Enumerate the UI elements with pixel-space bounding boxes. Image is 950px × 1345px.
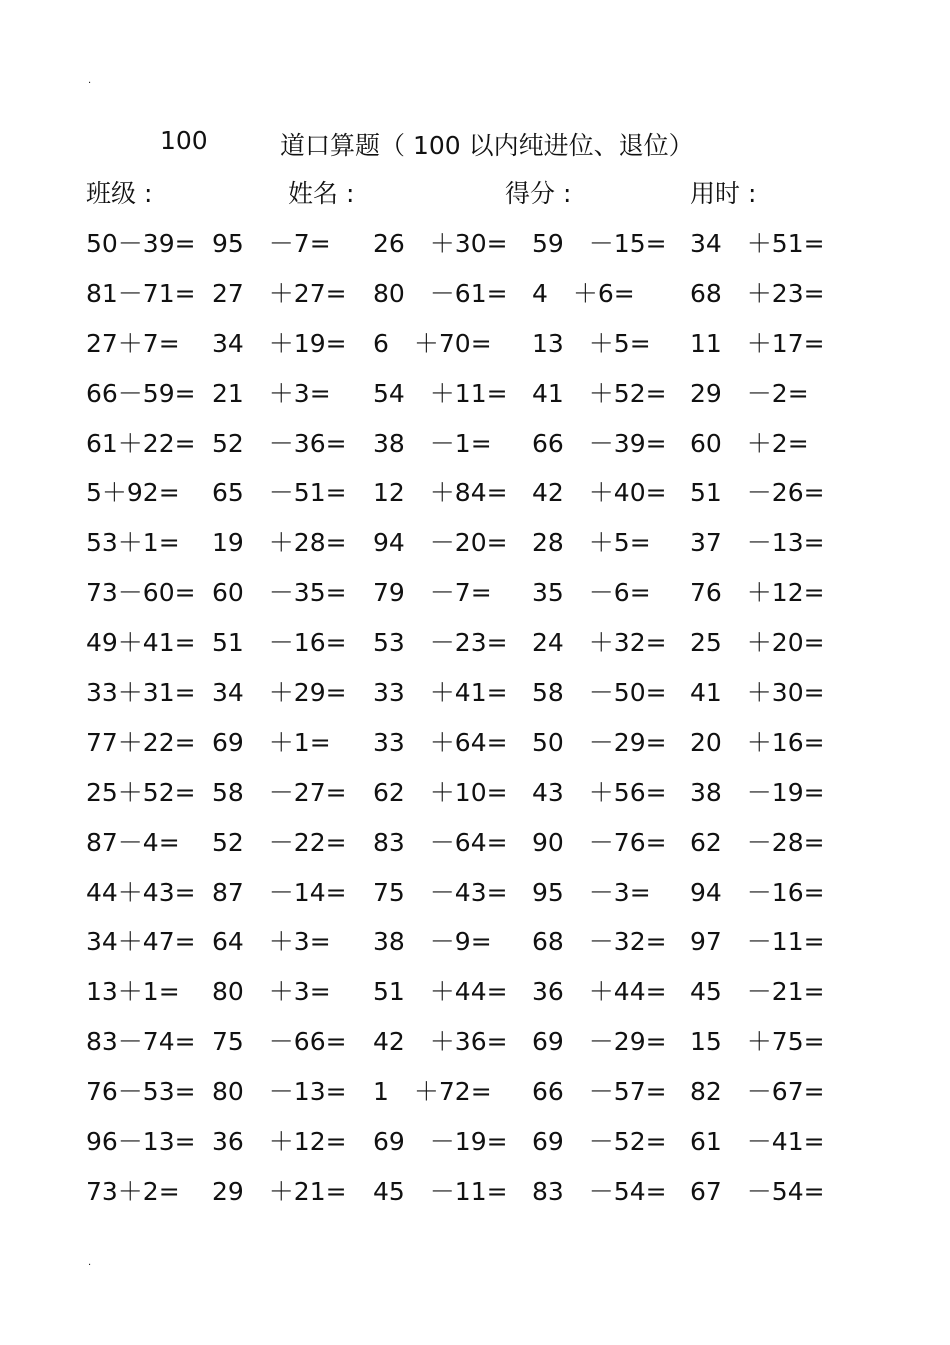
problem-cell: 68 －32= xyxy=(532,927,667,957)
problem-cell: 59 －15= xyxy=(532,229,667,258)
problem-cell: 43 ＋56= xyxy=(532,777,667,807)
problem-cell: 54 ＋11= xyxy=(373,378,508,408)
time-label: 用时 : xyxy=(690,179,757,208)
problem-cell: 29 ＋21= xyxy=(212,1176,347,1206)
problem-cell: 49＋41= xyxy=(86,628,196,658)
problem-cell: 66－59= xyxy=(86,378,196,408)
problem-cell: 68 ＋23= xyxy=(690,278,825,308)
problem-row xyxy=(0,773,950,823)
problem-cell: 52 －36= xyxy=(212,428,347,458)
problem-cell: 96－13= xyxy=(86,1127,196,1157)
problem-cell: 27＋7= xyxy=(86,328,180,358)
problem-cell: 76－53= xyxy=(86,1077,196,1107)
problem-cell: 13＋1= xyxy=(86,977,180,1007)
problem-cell: 67 －54= xyxy=(690,1176,825,1206)
problem-cell: 58 －50= xyxy=(532,678,667,708)
problem-cell: 45 －21= xyxy=(690,977,825,1007)
problem-cell: 38 －19= xyxy=(690,777,825,807)
problem-cell: 21 ＋3= xyxy=(212,378,331,408)
problem-row xyxy=(0,274,950,324)
problem-cell: 38 －9= xyxy=(373,927,492,957)
problem-cell: 95 －3= xyxy=(532,877,651,907)
problem-cell: 34＋47= xyxy=(86,927,196,957)
problem-cell: 66 －39= xyxy=(532,428,667,458)
problem-cell: 73＋2= xyxy=(86,1176,180,1206)
problem-cell: 50－39= xyxy=(86,229,196,258)
problem-cell: 81－71= xyxy=(86,278,196,308)
problem-cell: 69 －29= xyxy=(532,1027,667,1057)
problem-row xyxy=(0,723,950,773)
score-label: 得分 : xyxy=(505,179,572,208)
problem-cell: 61＋22= xyxy=(86,428,196,458)
problem-row xyxy=(0,1122,950,1172)
problem-cell: 34 ＋19= xyxy=(212,328,347,358)
problem-cell: 87－4= xyxy=(86,827,180,857)
problem-cell: 60 －35= xyxy=(212,578,347,608)
problem-row xyxy=(0,673,950,723)
problem-cell: 27 ＋27= xyxy=(212,278,347,308)
problem-cell: 50 －29= xyxy=(532,727,667,757)
problem-cell: 37 －13= xyxy=(690,528,825,558)
problem-cell: 51 ＋44= xyxy=(373,977,508,1007)
problem-row xyxy=(0,1172,950,1222)
problem-cell: 53 －23= xyxy=(373,628,508,658)
problem-row xyxy=(0,523,950,573)
problem-row xyxy=(0,623,950,673)
problem-cell: 60 ＋2= xyxy=(690,428,809,458)
problem-cell: 51 －26= xyxy=(690,478,825,508)
problem-cell: 76 ＋12= xyxy=(690,578,825,608)
problem-cell: 82 －67= xyxy=(690,1077,825,1107)
problem-row xyxy=(0,972,950,1022)
problem-cell: 51 －16= xyxy=(212,628,347,658)
problem-row xyxy=(0,324,950,374)
problem-row xyxy=(0,823,950,873)
problem-cell: 53＋1= xyxy=(86,528,180,558)
problem-cell: 19 ＋28= xyxy=(212,528,347,558)
problem-cell: 33 ＋41= xyxy=(373,678,508,708)
top-dot: . xyxy=(88,75,92,86)
problem-row xyxy=(0,473,950,523)
problem-cell: 75 －66= xyxy=(212,1027,347,1057)
problem-cell: 77＋22= xyxy=(86,727,196,757)
problem-cell: 1 ＋72= xyxy=(373,1077,492,1107)
problem-row xyxy=(0,1022,950,1072)
problem-cell: 41 ＋52= xyxy=(532,378,667,408)
problem-cell: 52 －22= xyxy=(212,827,347,857)
problem-cell: 33＋31= xyxy=(86,678,196,708)
problem-cell: 97 －11= xyxy=(690,927,825,957)
problem-cell: 6 ＋70= xyxy=(373,328,492,358)
problem-cell: 4 ＋6= xyxy=(532,278,635,308)
problem-cell: 11 ＋17= xyxy=(690,328,825,358)
problem-cell: 80 －13= xyxy=(212,1077,347,1107)
problem-cell: 5＋92= xyxy=(86,478,180,508)
problem-row xyxy=(0,374,950,424)
problem-cell: 61 －41= xyxy=(690,1127,825,1157)
problem-cell: 29 －2= xyxy=(690,378,809,408)
problem-cell: 80 ＋3= xyxy=(212,977,331,1007)
problem-cell: 64 ＋3= xyxy=(212,927,331,957)
problem-cell: 80 －61= xyxy=(373,278,508,308)
title-text: 道口算题（ 100 以内纯进位、退位） xyxy=(280,131,694,160)
problem-row xyxy=(0,1072,950,1122)
problem-row xyxy=(0,922,950,972)
problem-cell: 58 －27= xyxy=(212,777,347,807)
problem-cell: 35 －6= xyxy=(532,578,651,608)
problem-cell: 65 －51= xyxy=(212,478,347,508)
problem-cell: 34 ＋51= xyxy=(690,229,825,258)
problem-cell: 62 －28= xyxy=(690,827,825,857)
problem-cell: 75 －43= xyxy=(373,877,508,907)
problem-row xyxy=(0,424,950,474)
problem-cell: 36 ＋12= xyxy=(212,1127,347,1157)
problem-cell: 69 －19= xyxy=(373,1127,508,1157)
problem-cell: 28 ＋5= xyxy=(532,528,651,558)
problem-grid xyxy=(0,224,950,1222)
problem-cell: 83 －64= xyxy=(373,827,508,857)
problem-cell: 62 ＋10= xyxy=(373,777,508,807)
problem-cell: 24 ＋32= xyxy=(532,628,667,658)
student-info-row xyxy=(0,174,950,210)
problem-cell: 83 －54= xyxy=(532,1176,667,1206)
problem-cell: 44＋43= xyxy=(86,877,196,907)
problem-row xyxy=(0,224,950,274)
problem-cell: 45 －11= xyxy=(373,1176,508,1206)
problem-cell: 38 －1= xyxy=(373,428,492,458)
problem-row xyxy=(0,873,950,923)
problem-cell: 34 ＋29= xyxy=(212,678,347,708)
problem-cell: 12 ＋84= xyxy=(373,478,508,508)
problem-cell: 69 ＋1= xyxy=(212,727,331,757)
problem-cell: 33 ＋64= xyxy=(373,727,508,757)
problem-cell: 66 －57= xyxy=(532,1077,667,1107)
title-number: 100 xyxy=(160,126,208,155)
problem-cell: 83－74= xyxy=(86,1027,196,1057)
problem-cell: 42 ＋36= xyxy=(373,1027,508,1057)
problem-cell: 79 －7= xyxy=(373,578,492,608)
problem-cell: 42 ＋40= xyxy=(532,478,667,508)
name-label: 姓名 : xyxy=(288,179,355,208)
problem-cell: 90 －76= xyxy=(532,827,667,857)
problem-cell: 73－60= xyxy=(86,578,196,608)
bottom-dot: . xyxy=(88,1257,92,1268)
problem-cell: 20 ＋16= xyxy=(690,727,825,757)
problem-cell: 94 －16= xyxy=(690,877,825,907)
problem-cell: 13 ＋5= xyxy=(532,328,651,358)
problem-cell: 36 ＋44= xyxy=(532,977,667,1007)
problem-row xyxy=(0,573,950,623)
problem-cell: 26 ＋30= xyxy=(373,229,508,258)
problem-cell: 69 －52= xyxy=(532,1127,667,1157)
problem-cell: 25＋52= xyxy=(86,777,196,807)
problem-cell: 87 －14= xyxy=(212,877,347,907)
problem-cell: 25 ＋20= xyxy=(690,628,825,658)
problem-cell: 94 －20= xyxy=(373,528,508,558)
problem-cell: 95 －7= xyxy=(212,229,331,258)
problem-cell: 15 ＋75= xyxy=(690,1027,825,1057)
problem-cell: 41 ＋30= xyxy=(690,678,825,708)
class-label: 班级 : xyxy=(86,179,153,208)
